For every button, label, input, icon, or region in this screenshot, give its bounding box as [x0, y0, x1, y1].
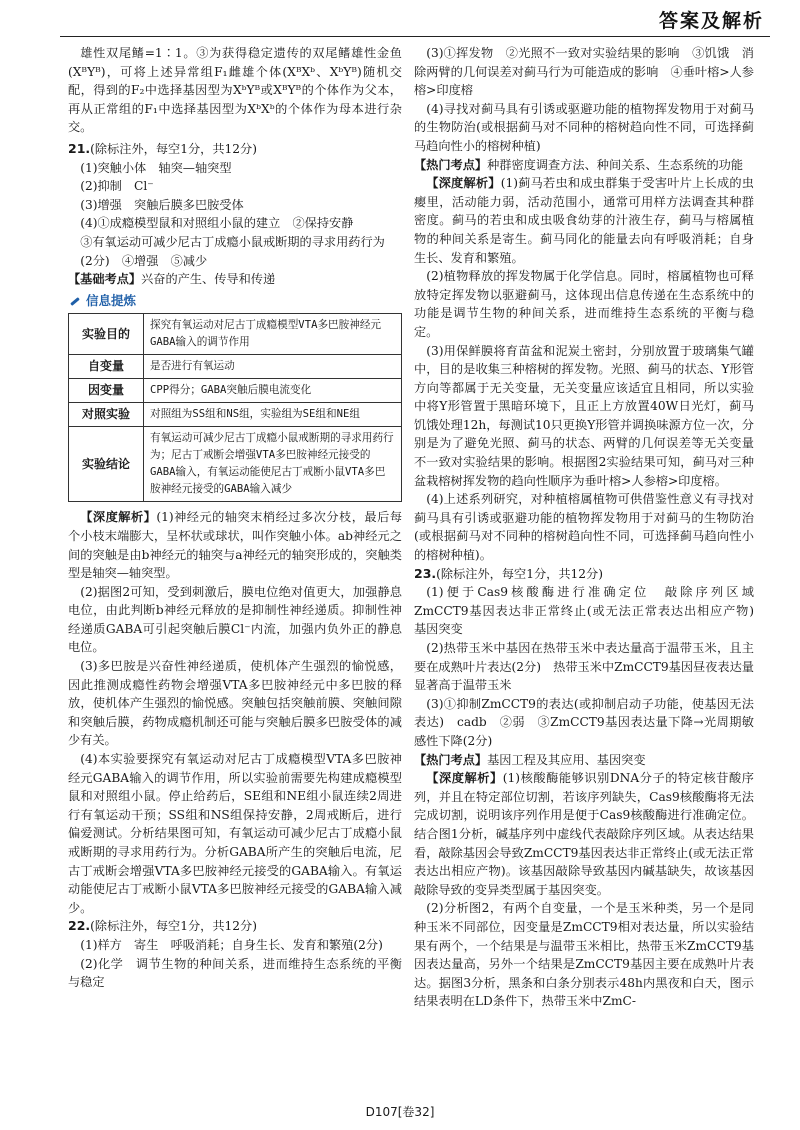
table-label: 对照实验: [69, 403, 144, 427]
analysis-tag: 【深度解析】: [426, 771, 503, 786]
q22-number: 22.: [68, 918, 91, 934]
q23-scoring-note: (除标注外，每空1分，共12分): [436, 566, 603, 581]
table-value: 有氧运动可减少尼古丁成瘾小鼠戒断期的寻求用药行为；尼古丁戒断会增强VTA多巴胺神经元接受的GABA输入，有氧运动能使尼古丁戒断小鼠VTA多巴胺神经元接受的GABA输入减少: [144, 427, 402, 502]
analysis-tag: 【深度解析】: [426, 176, 501, 191]
q22-scoring-note: (除标注外，每空1分，共12分): [90, 919, 257, 934]
table-row: [69, 314, 402, 355]
q21-answer-5: ③有氧运动可减少尼古丁成瘾小鼠戒断期的寻求用药行为: [80, 234, 385, 249]
table-value: CPP得分；GABA突触后膜电流变化: [144, 379, 402, 403]
q23-answer-2: (2)热带玉米中基因在热带玉米中表达量高于温带玉米，且主要在成熟叶片表达(2分) 热带玉米中ZmCCT9基因昼夜表达量显著高于温带玉米: [414, 641, 754, 693]
page-header-title: 答案及解析: [658, 10, 764, 32]
table-value: 是否进行有氧运动: [144, 355, 402, 379]
q23-hot-point: [414, 751, 754, 770]
info-table: [68, 313, 402, 502]
q21-answer-6: (2分) ④增强 ⑤减少: [80, 253, 208, 268]
q21-header: [68, 140, 402, 159]
q22-analysis-3: (3)用保鲜膜将育苗盆和泥炭土密封，分别放置于玻璃集气罐中，目的是收集三种榕树的挥发物。光照、蓟马的状态、Y形管方向等都属于无关变量，无关变量应该适宜且相同，所以实验中将Y形管置于黑暗环境下，且正上方放置40W日光灯，蓟马饥饿处理12h，每测试10只更换Y形管并调换味源方位一次，分别是为了避免光照、蓟马的状态、两臂的几何误差等无关变量不一致对实验结果的影响。根据图2实验结果可知，蓟马对三种盆栽榕树挥发物的趋向性顺序为垂叶榕>人参榕>印度榕。: [414, 343, 754, 488]
q23-header: [414, 565, 754, 584]
analysis-text: (1)蓟马若虫和成虫群集于受害叶片上长成的虫瘿里，活动能力弱，活动范围小，通常可用样方法调查其种群密度。蓟马的若虫和成虫吸食幼芽的汁液生存，蓟马与榕属植物的种间关系是寄生。蓟马同化的能量去向有呼吸消耗；自身生长、发育和繁殖。: [414, 176, 754, 265]
table-row: [69, 355, 402, 379]
q21-scoring-note: (除标注外，每空1分，共12分): [90, 141, 257, 156]
header-divider: [60, 36, 770, 37]
table-label: 实验目的: [69, 314, 144, 355]
q22-analysis-4: (4)上述系列研究，对种植榕属植物可供借鉴性意义有寻找对蓟马具有引诱或驱避功能的植物挥发物用于对蓟马的生物防治(或根据蓟马对不同种的榕树趋向性不同，可选择蓟马趋向性小的榕树种植)。: [414, 492, 754, 563]
table-label: 自变量: [69, 355, 144, 379]
hot-tag: 【热门考点】: [414, 752, 488, 767]
right-column: [414, 44, 767, 1011]
q23-number: 23.: [414, 565, 437, 581]
q21-analysis-4: (4)本实验要探究有氧运动对尼古丁成瘾模型VTA多巴胺神经元GABA输入的调节作用，所以实验前需要先构建成瘾模型鼠和对照组小鼠。停止给药后，SE组和NE组小鼠连续2周进行有氧运动干预；SS组和NS组保持安静，2周戒断后，进行偏爱测试。分析结果图可知，有氧运动可减少尼古丁成瘾小鼠戒断期的寻求用药行为。分析GABA所产生的突触后电流，尼古丁戒断会增强VTA多巴胺神经元接受的GABA输入。有氧运动能使尼古丁戒断小鼠VTA多巴胺神经元接受的GABA输入减少。: [68, 752, 402, 915]
basis-tag: 【基础考点】: [68, 272, 142, 287]
q22-answer-2: (2)化学 调节生物的种间关系，进而维持生态系统的平衡与稳定: [68, 956, 402, 990]
basis-text: 兴奋的产生、传导和传递: [141, 272, 276, 287]
q22-answer-4: (4)寻找对蓟马具有引诱或驱避功能的植物挥发物用于对蓟马的生物防治(或根据蓟马对不同种的榕树趋向性不同，可选择蓟马趋向性小的榕树种植): [414, 101, 754, 153]
page-number: D107[卷32]: [365, 1105, 435, 1119]
q21-answer-2: (2)抑制 Cl⁻: [80, 179, 154, 194]
info-title-text: 信息提炼: [86, 292, 137, 308]
hot-tag: 【热门考点】: [414, 157, 488, 172]
q23-answer-3: (3)①抑制ZmCCT9的表达(或抑制启动子功能，使基因无法表达) cadb ②弱 ③ZmCCT9基因表达量下降→光周期敏感性下降(2分): [414, 696, 754, 748]
table-row: [69, 379, 402, 403]
q21-answer-4: (4)①成瘾模型鼠和对照组小鼠的建立 ②保持安静: [80, 216, 354, 231]
table-value: 探究有氧运动对尼古丁成瘾模型VTA多巴胺神经元GABA输入的调节作用: [144, 314, 402, 355]
q20-continuation: 雄性双尾鳍=1∶1。③为获得稳定遗传的双尾鳍雄性金鱼(XᴮYᴮ)，可将上述异常组F₁雌雄个体(XᴮXᵇ、XᵇYᴮ)随机交配，得到的F₂中选择基因型为XᵇYᴮ或XᴮYᴮ的个体作为父本，再从正常组的F₁中选择基因型为XᵇXᵇ的个体作为母本进行杂交。: [68, 46, 402, 135]
left-column: [68, 44, 402, 992]
table-label: 因变量: [69, 379, 144, 403]
table-row: [69, 403, 402, 427]
pencil-icon: [70, 297, 80, 306]
analysis-text: (1)神经元的轴突末梢经过多次分枝，最后每个小枝末端膨大，呈杯状或球状，叫作突触小体。ab神经元之间的突触是由b神经元的轴突与a神经元的轴突形成的，突触类型是轴突—轴突型。: [68, 510, 403, 581]
q22-answer-1: (1)样方 寄生 呼吸消耗；自身生长、发育和繁殖(2分): [80, 937, 383, 952]
q21-answer-3: (3)增强 突触后膜多巴胺受体: [80, 197, 244, 212]
q23-analysis-2: (2)分析图2，有两个自变量，一个是玉米种类，另一个是同种玉米不同部位，因变量是ZmCCT9相对表达量，所以实验结果有两个，一个结果是与温带玉米相比，热带玉米ZmCCT9基因表达量高，另外一个结果是ZmCCT9基因主要在成熟叶片表达。据图3分析，黑条和白条分别表示48h内黑夜和白天，图示结果表明在LD条件下，热带玉米中ZmC-: [414, 901, 754, 1009]
q22-analysis-2: (2)植物释放的挥发物属于化学信息。同时，榕属植物也可释放特定挥发物以驱避蓟马，这体现出信息传递在生态系统中的功能是调节生物的种间关系，进而维持生态系统的平衡与稳定。: [414, 269, 754, 339]
hot-text: 种群密度调查方法、种间关系、生态系统的功能: [487, 157, 744, 172]
q21-analysis-2: (2)据图2可知，受到刺激后，膜电位绝对值更大，加强静息电位，由此判断b神经元释放的是抑制性神经递质。抑制性神经递质GABA可引起突触后膜Cl⁻内流，加强内负外正的静息电位。: [68, 584, 402, 655]
q21-number: 21.: [68, 140, 91, 156]
table-value: 对照组为SS组和NS组，实验组为SE组和NE组: [144, 403, 402, 427]
q23-answer-1: (1)便于Cas9核酸酶进行准确定位 敲除序列区域 ZmCCT9基因表达非正常终止(或无法正常表达出相应产物) 基因突变: [414, 585, 767, 637]
info-extraction-heading: [70, 292, 402, 311]
table-label: 实验结论: [69, 427, 144, 502]
q21-analysis-1: [68, 508, 402, 582]
q21-analysis-3: (3)多巴胺是兴奋性神经递质，使机体产生强烈的愉悦感，因此推测成瘾性药物会增强VTA多巴胺神经元中多巴胺的释放，使机体产生强烈的愉悦感。突触包括突触前膜、突触间隙和突触后膜，药物成瘾机制还可能与突触后膜多巴胺受体的减少有关。: [68, 659, 402, 748]
hot-text: 基因工程及其应用、基因突变: [487, 752, 646, 767]
q22-answer-3: (3)①挥发物 ②光照不一致对实验结果的影响 ③饥饿 消除两臂的几何误差对蓟马行为可能造成的影响 ④垂叶榕>人参榕>印度榕: [414, 46, 754, 98]
q21-answer-1: (1)突触小体 轴突—轴突型: [80, 160, 232, 175]
q21-basis-point: [68, 270, 402, 289]
q23-analysis-1: [414, 769, 754, 899]
table-row: [69, 427, 402, 502]
analysis-text: (1)核酸酶能够识别DNA分子的特定核苷酸序列，并且在特定部位切割，若该序列缺失，Cas9核酸酶将无法完成切割，说明该序列作用是便于Cas9核酸酶进行准确定位。结合图1分析，碱基序列中虚线代表敲除序列区域。从表达结果看，敲除基因会导致ZmCCT9基因表达非正常终止(或无法正常表达出相应产物)。该基因敲除导致基因内碱基缺失，故该基因敲除导致的变异类型属于基因突变。: [414, 771, 754, 897]
q22-analysis-1: [414, 174, 754, 267]
q22-header: [68, 917, 402, 936]
analysis-tag: 【深度解析】: [80, 510, 157, 525]
q22-hot-point: [414, 156, 754, 175]
